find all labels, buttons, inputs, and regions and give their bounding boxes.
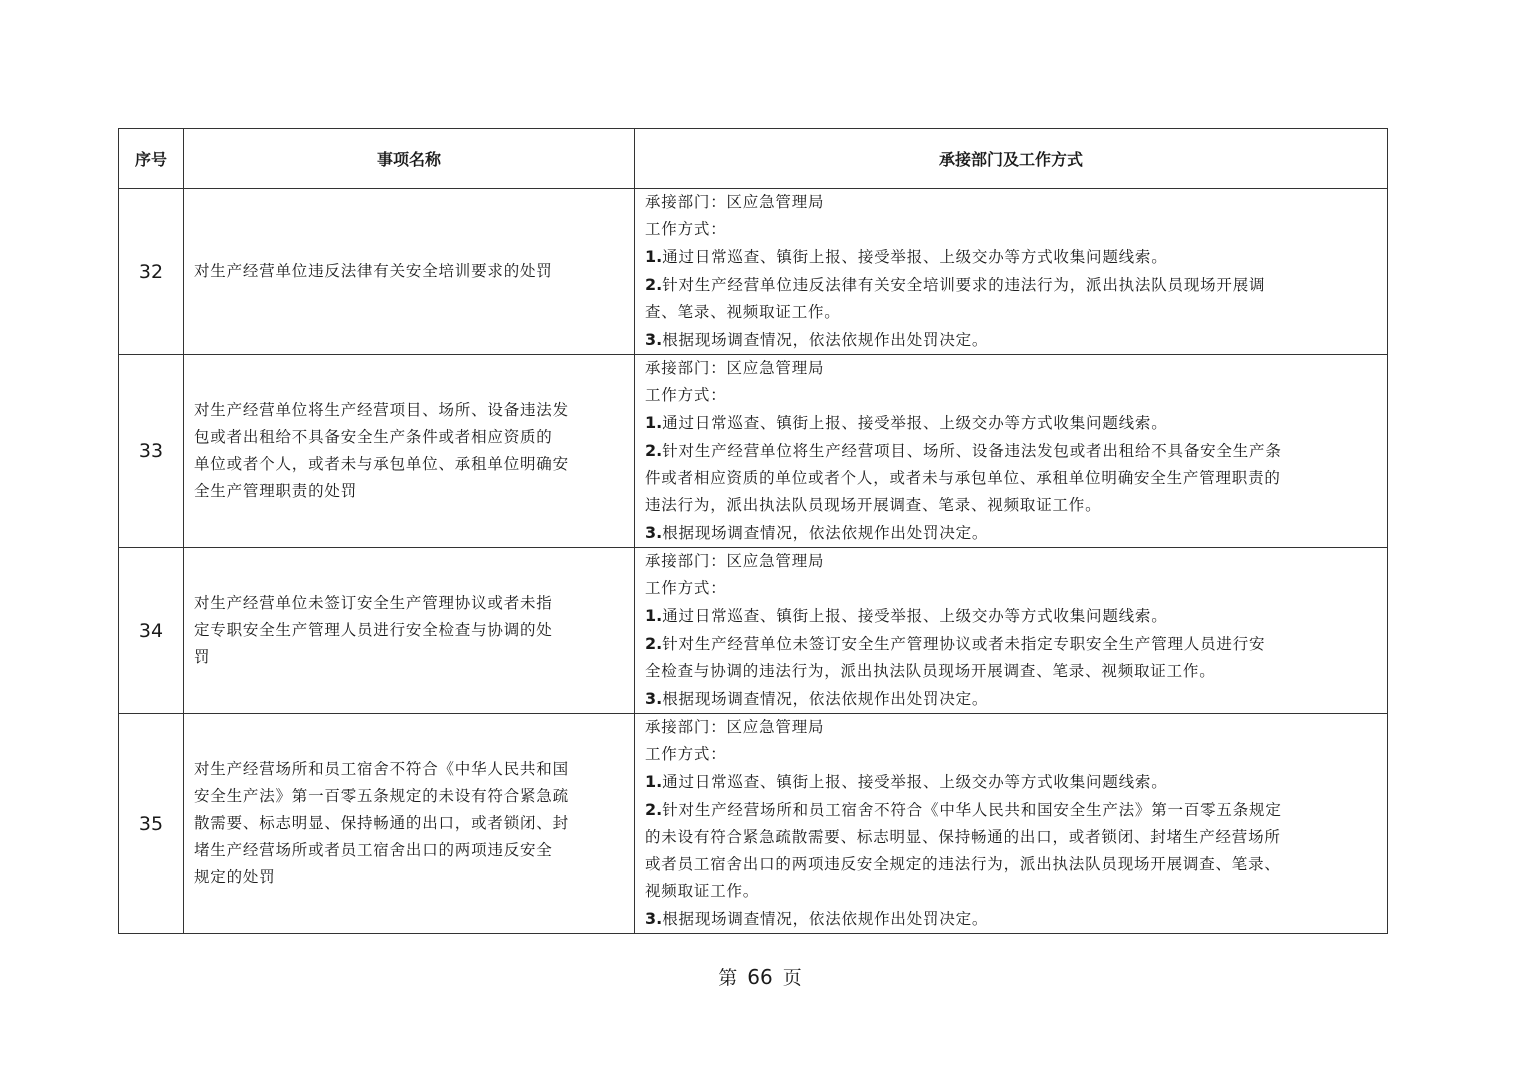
step-2-cont: 全检查与协调的违法行为，派出执法队员现场开展调查、笔录、视频取证工作。 (645, 662, 1216, 680)
method-label: 工作方式： (645, 579, 727, 597)
step-3-text: 根据现场调查情况，依法依规作出处罚决定。 (662, 331, 989, 349)
item-name-line: 堵生产经营场所或者员工宿舍出口的两项违反安全 (194, 841, 553, 859)
dept-label: 承接部门：区应急管理局 (645, 193, 825, 211)
header-name: 事项名称 (184, 129, 635, 189)
step-2-text: 针对生产经营单位将生产经营项目、场所、设备违法发包或者出租给不具备安全生产条 (662, 442, 1282, 460)
table-row (119, 548, 1388, 714)
step-3-text: 根据现场调查情况，依法依规作出处罚决定。 (662, 910, 989, 928)
item-name-line: 对生产经营单位将生产经营项目、场所、设备违法发 (194, 401, 569, 419)
step-2-cont: 或者员工宿舍出口的两项违反安全规定的违法行为，派出执法队员现场开展调查、笔录、 (645, 855, 1281, 873)
step-1 (645, 602, 1379, 630)
page-footer (0, 963, 1520, 990)
item-name-line: 安全生产法》第一百零五条规定的未设有符合紧急疏 (194, 787, 569, 805)
step-2 (645, 271, 1379, 299)
header-dept: 承接部门及工作方式 (635, 129, 1388, 189)
item-name (184, 714, 635, 934)
step-2-cont: 件或者相应资质的单位或者个人，或者未与承包单位、承租单位明确安全生产管理职责的 (645, 469, 1281, 487)
method-label: 工作方式： (645, 745, 727, 763)
item-name-line: 对生产经营场所和员工宿舍不符合《中华人民共和国 (194, 760, 569, 778)
step-1-text: 通过日常巡查、镇街上报、接受举报、上级交办等方式收集问题线索。 (662, 414, 1168, 432)
step-3 (645, 905, 1379, 933)
table-row (119, 714, 1388, 934)
page-suffix: 页 (782, 967, 802, 989)
step-3 (645, 519, 1379, 547)
step-1 (645, 768, 1379, 796)
step-2-cont: 的未设有符合紧急疏散需要、标志明显、保持畅通的出口，或者锁闭、封堵生产经营场所 (645, 828, 1281, 846)
dept-label: 承接部门：区应急管理局 (645, 552, 825, 570)
item-name-line: 对生产经营单位未签订安全生产管理协议或者未指 (194, 594, 553, 612)
dept-method (635, 355, 1388, 548)
step-2-text: 针对生产经营单位违反法律有关安全培训要求的违法行为，派出执法队员现场开展调 (662, 276, 1266, 294)
item-name-line: 定专职安全生产管理人员进行安全检查与协调的处 (194, 621, 553, 639)
dept-method (635, 189, 1388, 355)
step-3-number: 3. (645, 330, 663, 349)
step-3-number: 3. (645, 689, 663, 708)
table-header-row (119, 129, 1388, 189)
step-3-text: 根据现场调查情况，依法依规作出处罚决定。 (662, 524, 989, 542)
table-row (119, 355, 1388, 548)
step-2-cont: 视频取证工作。 (645, 882, 760, 900)
step-1-text: 通过日常巡查、镇街上报、接受举报、上级交办等方式收集问题线索。 (662, 248, 1168, 266)
step-2-number: 2. (645, 441, 663, 460)
method-label: 工作方式： (645, 220, 727, 238)
item-name-line: 对生产经营单位违反法律有关安全培训要求的处罚 (194, 262, 553, 280)
step-1-number: 1. (645, 606, 663, 625)
step-3 (645, 326, 1379, 354)
step-3-text: 根据现场调查情况，依法依规作出处罚决定。 (662, 690, 989, 708)
step-2 (645, 630, 1379, 658)
table-row (119, 189, 1388, 355)
step-3-number: 3. (645, 523, 663, 542)
step-1-number: 1. (645, 413, 663, 432)
step-2-text: 针对生产经营场所和员工宿舍不符合《中华人民共和国安全生产法》第一百零五条规定 (662, 801, 1282, 819)
step-2-number: 2. (645, 275, 663, 294)
item-name-line: 全生产管理职责的处罚 (194, 482, 358, 500)
step-2 (645, 796, 1379, 824)
step-2-cont: 查、笔录、视频取证工作。 (645, 303, 841, 321)
item-name (184, 548, 635, 714)
item-name (184, 355, 635, 548)
step-1-number: 1. (645, 247, 663, 266)
dept-method (635, 714, 1388, 934)
step-1 (645, 409, 1379, 437)
item-name (184, 189, 635, 355)
step-2 (645, 437, 1379, 465)
step-1-number: 1. (645, 772, 663, 791)
method-label: 工作方式： (645, 386, 727, 404)
step-3-number: 3. (645, 909, 663, 928)
item-name-line: 单位或者个人，或者未与承包单位、承租单位明确安 (194, 455, 569, 473)
step-2-text: 针对生产经营单位未签订安全生产管理协议或者未指定专职安全生产管理人员进行安 (662, 635, 1266, 653)
page-number: 66 (747, 965, 773, 989)
item-name-line: 规定的处罚 (194, 868, 276, 886)
step-2-number: 2. (645, 634, 663, 653)
dept-label: 承接部门：区应急管理局 (645, 359, 825, 377)
step-1-text: 通过日常巡查、镇街上报、接受举报、上级交办等方式收集问题线索。 (662, 773, 1168, 791)
row-number: 35 (119, 714, 184, 934)
step-1-text: 通过日常巡查、镇街上报、接受举报、上级交办等方式收集问题线索。 (662, 607, 1168, 625)
header-no: 序号 (119, 129, 184, 189)
row-number: 33 (119, 355, 184, 548)
row-number: 34 (119, 548, 184, 714)
step-2-cont: 违法行为，派出执法队员现场开展调查、笔录、视频取证工作。 (645, 496, 1102, 514)
dept-method (635, 548, 1388, 714)
item-name-line: 罚 (194, 648, 211, 666)
row-number: 32 (119, 189, 184, 355)
step-1 (645, 243, 1379, 271)
dept-label: 承接部门：区应急管理局 (645, 718, 825, 736)
step-3 (645, 685, 1379, 713)
items-table (118, 128, 1388, 934)
step-2-number: 2. (645, 800, 663, 819)
item-name-line: 散需要、标志明显、保持畅通的出口，或者锁闭、封 (194, 814, 569, 832)
page-prefix: 第 (718, 967, 738, 989)
item-name-line: 包或者出租给不具备安全生产条件或者相应资质的 (194, 428, 553, 446)
